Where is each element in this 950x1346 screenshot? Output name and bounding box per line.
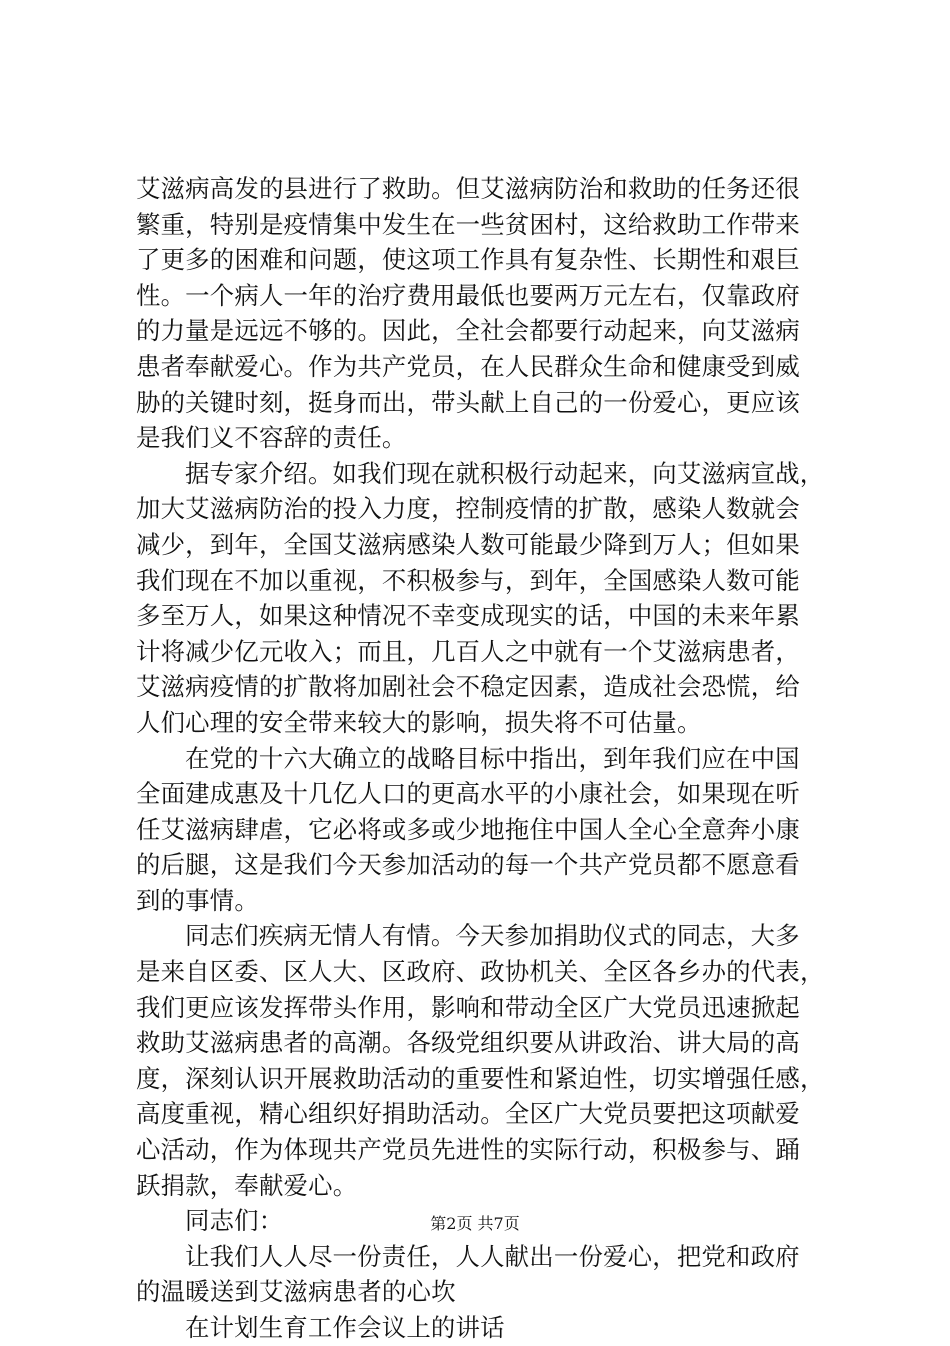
text-line: 我们现在不加以重视，不积极参与，到年，全国感染人数可能 <box>136 565 800 595</box>
text-line: 艾滋病疫情的扩散将加剧社会不稳定因素，造成社会恐慌，给 <box>136 672 800 702</box>
document-body <box>136 171 836 1346</box>
paragraph <box>136 1239 836 1310</box>
text-line: 繁重，特别是疫情集中发生在一些贫困村，这给救助工作带来 <box>136 209 800 239</box>
text-line: 了更多的困难和问题，使这项工作具有复杂性、长期性和艰巨 <box>136 245 800 275</box>
text-line: 任艾滋病肆虐，它必将或多或少地拖住中国人全心全意奔小康 <box>136 814 800 844</box>
text-line: 同志们： <box>185 1206 284 1236</box>
paragraph <box>136 456 836 741</box>
text-line: 让我们人人尽一份责任，人人献出一份爱心，把党和政府 <box>185 1241 800 1271</box>
text-line: 心活动，作为体现共产党员先进性的实际行动，积极参与、踊 <box>136 1135 800 1165</box>
text-line: 人们心理的安全带来较大的影响，损失将不可估量。 <box>136 707 702 737</box>
text-line: 高度重视，精心组织好捐助活动。全区广大党员要把这项献爱 <box>136 1099 800 1129</box>
text-line: 同志们疾病无情人有情。今天参加捐助仪式的同志，大多 <box>185 921 800 951</box>
paragraph <box>136 741 836 919</box>
text-line: 我们更应该发挥带头作用，影响和带动全区广大党员迅速掀起 <box>136 992 800 1022</box>
text-line: 是我们义不容辞的责任。 <box>136 423 407 453</box>
text-line: 患者奉献爱心。作为共产党员，在人民群众生命和健康受到威 <box>136 351 800 381</box>
text-line: 在党的十六大确立的战略目标中指出，到年我们应在中国 <box>185 743 800 773</box>
text-line: 到的事情。 <box>136 885 259 915</box>
text-line: 艾滋病高发的县进行了救助。但艾滋病防治和救助的任务还很 <box>136 174 800 203</box>
text-line: 度，深刻认识开展救助活动的重要性和紧迫性，切实增强任感， <box>136 1063 825 1093</box>
text-line: 加大艾滋病防治的投入力度，控制疫情的扩散，感染人数就会 <box>136 494 800 524</box>
text-line: 救助艾滋病患者的高潮。各级党组织要从讲政治、讲大局的高 <box>136 1028 800 1058</box>
text-line: 的力量是远远不够的。因此，全社会都要行动起来，向艾滋病 <box>136 316 800 346</box>
page-footer: 第2页 共7页 <box>430 1214 520 1233</box>
paragraph <box>136 918 836 1203</box>
text-line: 在计划生育工作会议上的讲话 <box>185 1313 505 1342</box>
text-line: 跃捐款，奉献爱心。 <box>136 1170 358 1200</box>
text-line: 的后腿，这是我们今天参加活动的每一个共产党员都不愿意看 <box>136 850 800 880</box>
text-line: 的温暖送到艾滋病患者的心坎 <box>136 1277 456 1307</box>
text-line: 是来自区委、区人大、区政府、政协机关、全区各乡办的代表， <box>136 957 825 987</box>
text-line: 性。一个病人一年的治疗费用最低也要两万元左右，仅靠政府 <box>136 280 800 310</box>
paragraph <box>136 171 836 456</box>
paragraph <box>136 1310 836 1346</box>
text-line: 全面建成惠及十几亿人口的更高水平的小康社会，如果现在听 <box>136 779 800 809</box>
text-line: 胁的关键时刻，挺身而出，带头献上自己的一份爱心，更应该 <box>136 387 800 417</box>
text-line: 计将减少亿元收入；而且，几百人之中就有一个艾滋病患者， <box>136 636 800 666</box>
text-line: 减少，到年，全国艾滋病感染人数可能最少降到万人；但如果 <box>136 529 800 559</box>
text-line: 据专家介绍。如我们现在就积极行动起来，向艾滋病宣战， <box>185 458 825 488</box>
text-line: 多至万人，如果这种情况不幸变成现实的话，中国的未来年累 <box>136 601 800 631</box>
